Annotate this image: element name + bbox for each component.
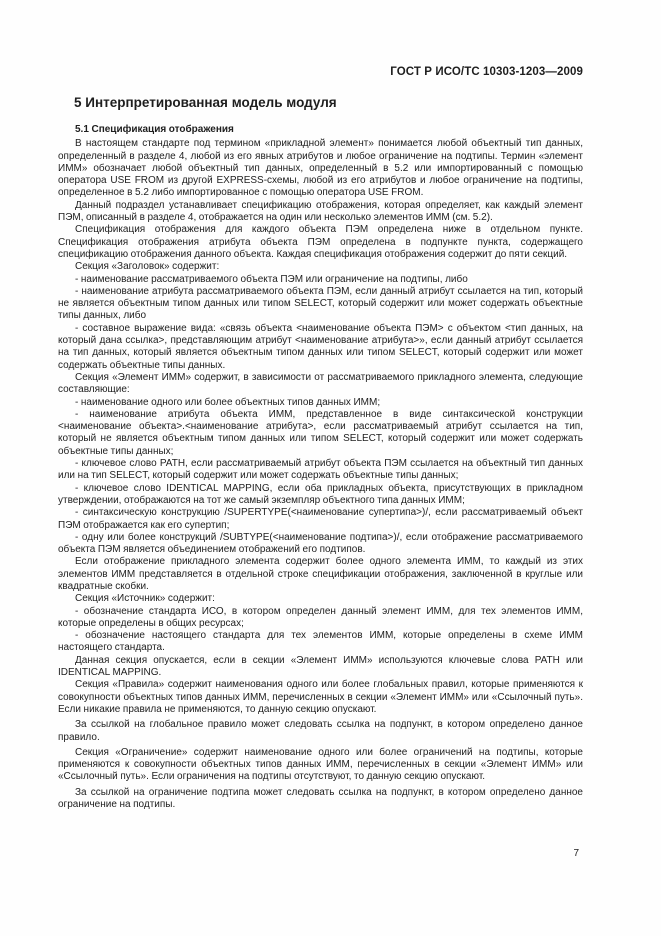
paragraph: Секция «Ограничение» содержит наименование одного или более ограничений на подтипы, которые применяются к совокупности объектных типов данных ИММ, перечисленных в секции «Элемент ИММ» или «Ссылочный путь». Если ограничения на подтипы отсутствуют, то данную секцию опускают.	[58, 746, 583, 783]
paragraph: Секция «Элемент ИММ» содержит, в зависимости от рассматриваемого прикладного элемента, следующие составляющие:	[58, 371, 583, 396]
paragraph: Данная секция опускается, если в секции «Элемент ИММ» используются ключевые слова PATH или IDENTICAL MAPPING.	[58, 654, 583, 679]
list-item: - обозначение стандарта ИСО, в котором определен данный элемент ИММ, для тех элементов ИММ, которые определены в общих ресурсах;	[58, 605, 583, 629]
paragraph: Секция «Источник» содержит:	[75, 593, 215, 605]
paragraph: Если отображение прикладного элемента содержит более одного элемента ИММ, то каждый из этих элементов ИММ представляется в отдельной строке спецификации отображения, заключенной в круглые или квадратные скобки.	[58, 556, 583, 592]
list-item: - наименование атрибута рассматриваемого объекта ПЭМ, если данный атрибут ссылается на тип, который не является объектным типом данных или типом SELECT, который содержит или может содержать объектные типы данных, либо	[58, 285, 583, 322]
list-item: - синтаксическую конструкцию /SUPERTYPE(<наименование супертипа>)/, если рассматриваемый объект ПЭМ отображается как его супертип;	[58, 507, 583, 531]
page-number: 7	[573, 848, 579, 859]
list-item: - одну или более конструкций /SUBTYPE(<наименование подтипа>)/, если отображение рассматриваемого объекта ПЭМ является объединением отображений его подтипов.	[58, 531, 583, 556]
paragraph: За ссылкой на глобальное правило может следовать ссылка на подпункт, в котором определено данное правило.	[58, 719, 583, 743]
list-item: - составное выражение вида: «связь объекта <наименование объекта ПЭМ> с объектом <тип данных, на который дана ссылка>, представляющим атрибут <наименование атрибута>», если данный атрибут ссылается на тип данных, который является объектным типом данных или типом SELECT, который содержит или может содержать объектные типы данных.	[58, 322, 583, 371]
paragraph: За ссылкой на ограничение подтипа может следовать ссылка на подпункт, в котором определено данное ограничение на подтипы.	[58, 786, 583, 811]
list-item: - наименование атрибута объекта ИММ, представленное в виде синтаксической конструкции <наименование объекта>.<наименование атрибута>, если рассматриваемый атрибут ссылается на тип, который не является объектным типом данных или типом SELECT, который содержит или может содержать объектные типы данных;	[58, 408, 583, 457]
list-item: - наименование одного или более объектных типов данных ИММ;	[75, 396, 381, 408]
list-item: - обозначение настоящего стандарта для тех элементов ИММ, которые определены в схеме ИММ настоящего стандарта.	[58, 630, 583, 654]
section-title: 5 Интерпретированная модель модуля	[74, 95, 337, 110]
paragraph: Данный подраздел устанавливает спецификацию отображения, которая определяет, как каждый элемент ПЭМ, описанный в разделе 4, отображается на один или несколько элементов ИММ (см. 5.2).	[58, 199, 583, 224]
body-text	[58, 124, 583, 811]
list-item: - наименование рассматриваемого объекта ПЭМ или ограничение на подтипы, либо	[75, 273, 468, 285]
list-item: - ключевое слово IDENTICAL MAPPING, если оба прикладных объекта, присутствующих в прикладном утверждении, отображаются на тот же самый экземпляр объектного типа данных ИММ;	[58, 482, 583, 506]
paragraph: Спецификация отображения для каждого объекта ПЭМ определена ниже в отдельном пункте. Спецификация отображения атрибута объекта ПЭМ определена в подпункте пункта, содержащего спецификацию отображения данного объекта. Каждая спецификация отображения содержит до пяти секций.	[58, 224, 583, 260]
paragraph: В настоящем стандарте под термином «прикладной элемент» понимается любой объектный тип данных, определенный в разделе 4, любой из его явных атрибутов и любое ограничение на подтипы. Термин «элемент ИММ» обозначает любой объектный тип данных, определенный в 5.2 или импортированный с помощью оператора USE FROM из другой EXPRESS-схемы, любой из его атрибутов и любое ограничение на подтипы, определенное в 5.2 либо импортированное с помощью оператора USE FROM.	[58, 138, 583, 199]
standard-identifier: ГОСТ Р ИСО/ТС 10303-1203—2009	[390, 66, 583, 78]
subsection-title: 5.1 Спецификация отображения	[75, 124, 234, 135]
list-item: - ключевое слово PATH, если рассматриваемый атрибут объекта ПЭМ ссылается на объектный тип данных или на тип SELECT, который содержит или может содержать объектные типы данных;	[58, 458, 583, 482]
paragraph: Секция «Заголовок» содержит:	[75, 261, 220, 273]
paragraph: Секция «Правила» содержит наименования одного или более глобальных правил, которые применяются к совокупности объектных типов данных ИММ, перечисленных в секции «Элемент ИММ» или «Ссылочный путь». Если никакие правила не применяются, то данную секцию опускают.	[58, 679, 583, 715]
